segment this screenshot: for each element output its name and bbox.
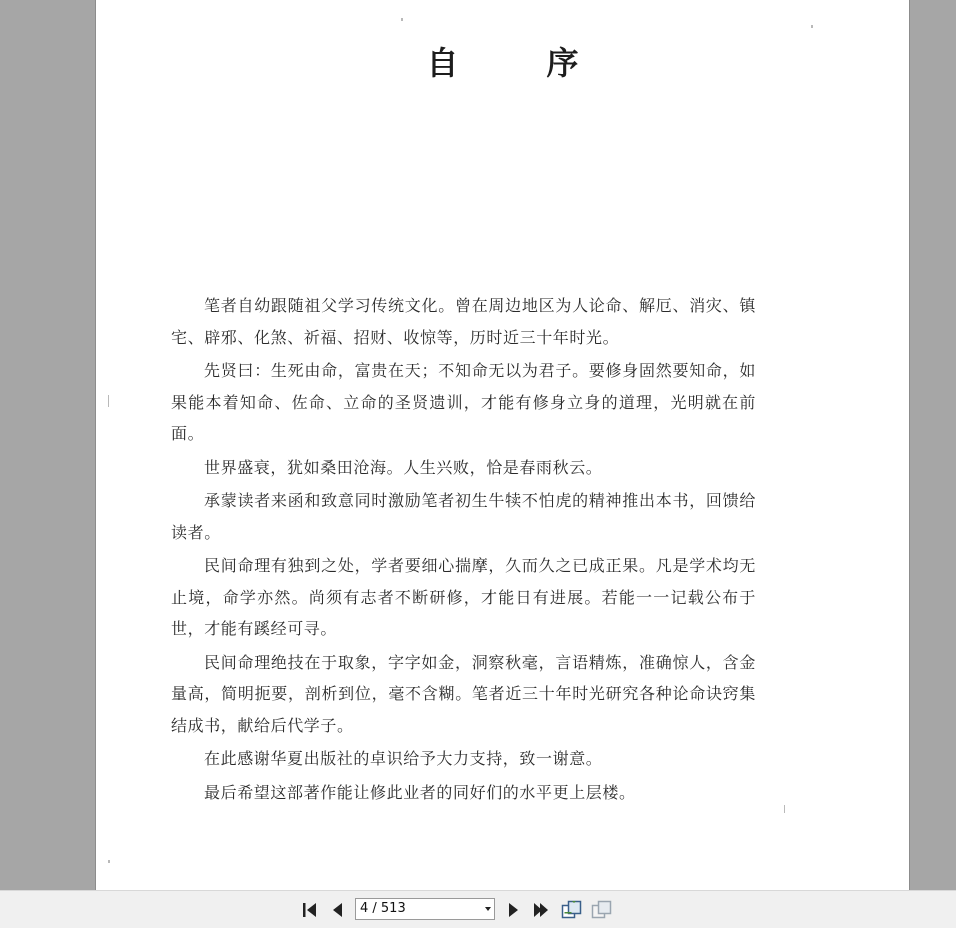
page-title: 自 序 <box>426 44 607 82</box>
next-page-icon[interactable] <box>503 900 523 920</box>
scan-speck <box>108 860 110 863</box>
navigation-toolbar <box>0 890 956 928</box>
scan-speck <box>108 395 109 407</box>
preface-body <box>171 290 756 810</box>
previous-page-icon[interactable] <box>328 900 348 920</box>
scan-speck <box>784 805 785 813</box>
paragraph: 笔者自幼跟随祖父学习传统文化。曾在周边地区为人论命、解厄、消灾、镇宅、辟邪、化煞、祈福、招财、收惊等，历时近三十年时光。 <box>171 296 756 347</box>
paragraph: 民间命理绝技在于取象，字字如金，洞察秋毫，言语精炼，准确惊人，含金量高，简明扼要，剖析到位，毫不含糊。笔者近三十年时光研究各种论命诀窍集结成书，献给后代学子。 <box>171 652 756 735</box>
paragraph: 在此感谢华夏出版社的卓识给予大力支持，致一谢意。 <box>204 749 603 768</box>
paragraph: 承蒙读者来函和致意同时激励笔者初生牛犊不怕虎的精神推出本书，回馈给读者。 <box>171 491 756 542</box>
first-page-icon[interactable] <box>300 900 320 920</box>
paragraph: 世界盛衰，犹如桑田沧海。人生兴败，恰是春雨秋云。 <box>204 457 603 477</box>
chevron-down-icon <box>485 907 491 911</box>
scan-speck <box>811 25 813 28</box>
last-page-icon[interactable] <box>531 900 551 920</box>
page-layout-icon[interactable] <box>561 900 581 920</box>
scan-speck <box>401 18 403 21</box>
page-number-select[interactable] <box>355 898 495 920</box>
paragraph: 最后希望这部著作能让修此业者的同好们的水平更上层楼。 <box>204 782 636 802</box>
document-page[interactable] <box>95 0 910 890</box>
page-layout-alt-icon[interactable] <box>591 900 611 920</box>
paragraph: 先贤曰：生死由命，富贵在天；不知命无以为君子。要修身固然要知命，如果能本着知命、佐命、立命的圣贤遗训，才能有修身立身的道理，光明就在前面。 <box>171 361 756 443</box>
page-indicator: 4 / 513 <box>360 901 406 916</box>
paragraph: 民间命理有独到之处，学者要细心揣摩，久而久之已成正果。凡是学术均无止境，命学亦然。尚须有志者不断研修，才能日有进展。若能一一记载公布于世，才能有蹊经可寻。 <box>171 556 756 638</box>
